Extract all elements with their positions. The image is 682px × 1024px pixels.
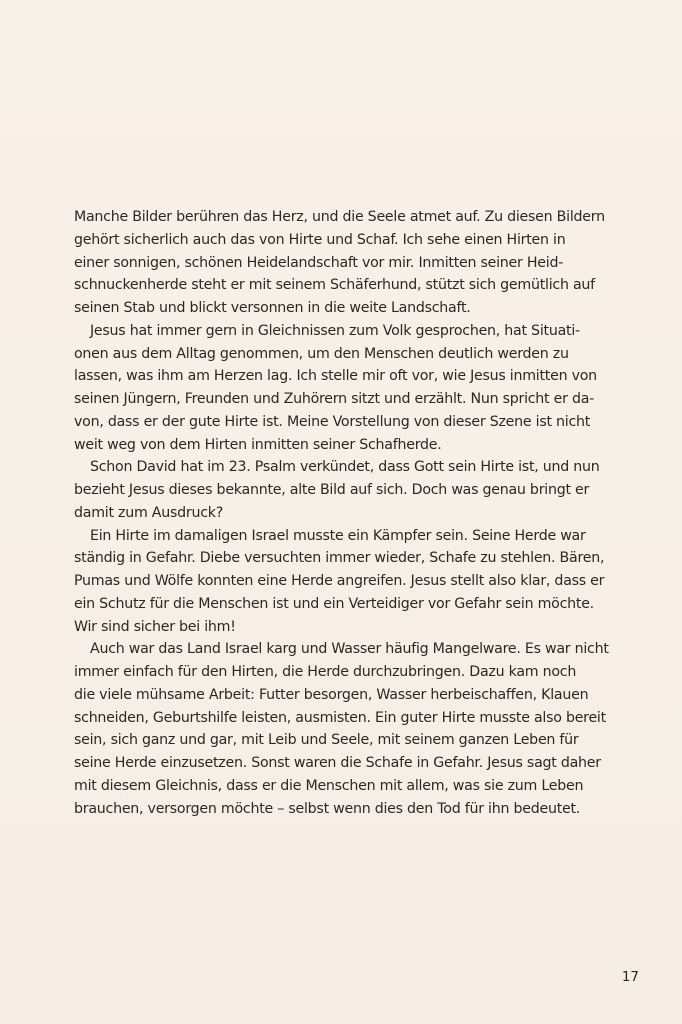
paragraph-4	[74, 525, 644, 639]
text-line: von, dass er der gute Hirte ist. Meine Vorstellung von dieser Szene ist nicht	[74, 413, 591, 430]
text-line: ständig in Gefahr. Diebe versuchten immer wieder, Schafe zu stehlen. Bären,	[74, 550, 605, 567]
text-line: brauchen, versorgen möchte – selbst wenn dies den Tod für ihn bedeutet.	[74, 800, 581, 817]
text-line: damit zum Ausdruck?	[74, 504, 224, 521]
page-number: 17	[621, 969, 639, 985]
text-line: ein Schutz für die Menschen ist und ein Verteidiger vor Gefahr sein möchte.	[74, 595, 594, 612]
text-line: weit weg von dem Hirten inmitten seiner Schafherde.	[74, 436, 442, 453]
text-line: Ein Hirte im damaligen Israel musste ein Kämpfer sein. Seine Herde war	[90, 527, 586, 544]
text-line: Schon David hat im 23. Psalm verkündet, dass Gott sein Hirte ist, und nun	[90, 459, 600, 476]
text-line: schneiden, Geburtshilfe leisten, ausmisten. Ein guter Hirte musste also bereit	[74, 709, 606, 726]
text-line: seinen Jüngern, Freunden und Zuhörern sitzt und erzählt. Nun spricht er da-	[74, 391, 595, 407]
paragraph-3	[74, 456, 644, 524]
text-line: bezieht Jesus dieses bekannte, alte Bild auf sich. Doch was genau bringt er	[74, 482, 590, 498]
text-line: lassen, was ihm am Herzen lag. Ich stelle mir oft vor, wie Jesus inmitten von	[74, 368, 597, 385]
text-line: Pumas und Wölfe konnten eine Herde angreifen. Jesus stellt also klar, dass er	[74, 573, 605, 589]
text-line: onen aus dem Alltag genommen, um den Menschen deutlich werden zu	[74, 345, 569, 362]
text-line: seinen Stab und blickt versonnen in die weite Landschaft.	[74, 300, 471, 316]
text-line: gehört sicherlich auch das von Hirte und Schaf. Ich sehe einen Hirten in	[74, 231, 566, 248]
text-line: Manche Bilder berühren das Herz, und die Seele atmet auf. Zu diesen Bildern	[74, 209, 605, 225]
text-line: sein, sich ganz und gar, mit Leib und Seele, mit seinem ganzen Leben für	[74, 732, 579, 749]
text-line: die viele mühsame Arbeit: Futter besorgen, Wasser herbeischaffen, Klauen	[74, 686, 589, 703]
text-line: einer sonnigen, schönen Heidelandschaft vor mir. Inmitten seiner Heid-	[74, 254, 564, 271]
text-line: immer einfach für den Hirten, die Herde durchzubringen. Dazu kam noch	[74, 664, 577, 680]
text-line: seine Herde einzusetzen. Sonst waren die Schafe in Gefahr. Jesus sagt daher	[74, 755, 601, 771]
text-line: Wir sind sicher bei ihm!	[74, 618, 236, 635]
text-line: Auch war das Land Israel karg und Wasser häufig Mangelware. Es war nicht	[90, 641, 609, 658]
paragraph-1	[74, 206, 644, 320]
paragraph-5	[74, 638, 644, 820]
text-line: mit diesem Gleichnis, dass er die Menschen mit allem, was sie zum Leben	[74, 777, 584, 794]
body-text	[74, 206, 644, 820]
text-line: Jesus hat immer gern in Gleichnissen zum Volk gesprochen, hat Situati-	[90, 322, 580, 339]
paragraph-2	[74, 320, 644, 457]
text-line: schnuckenherde steht er mit seinem Schäferhund, stützt sich gemütlich auf	[74, 277, 595, 294]
